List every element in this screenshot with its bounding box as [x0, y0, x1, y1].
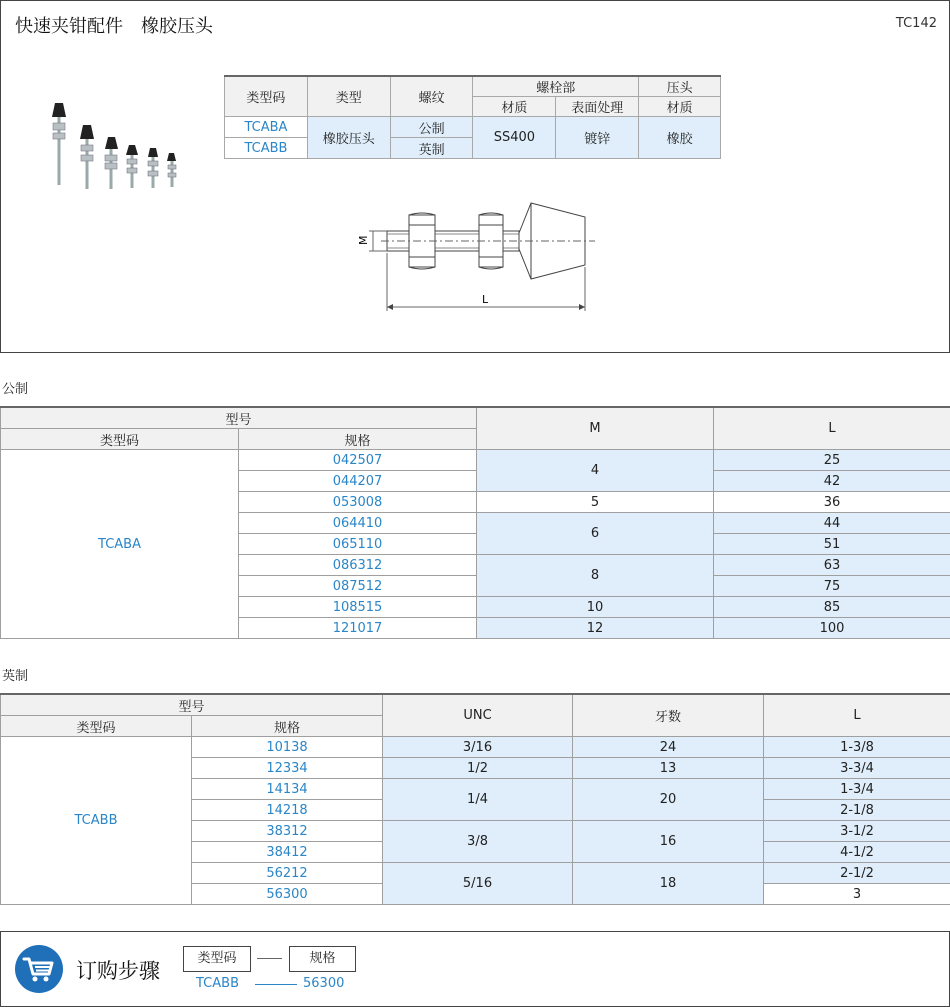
- l-cell: 51: [714, 534, 950, 555]
- col-type-code: 类型码: [225, 76, 308, 117]
- l-cell: 2-1/2: [764, 863, 950, 884]
- teeth-cell: 18: [573, 863, 764, 905]
- l-cell: 3: [764, 884, 950, 905]
- surface-treatment: 镀锌: [556, 117, 639, 159]
- teeth-cell: 20: [573, 779, 764, 821]
- order-steps-panel: [0, 931, 950, 1007]
- m-cell: 6: [477, 513, 714, 555]
- spec-link[interactable]: 065110: [239, 534, 477, 555]
- dimension-drawing: [351, 199, 611, 317]
- order-example-spec: 56300: [303, 976, 345, 991]
- unc-cell: 1/2: [383, 758, 573, 779]
- l-cell: 1-3/8: [764, 737, 950, 758]
- unc-cell: 5/16: [383, 863, 573, 905]
- header-spec: 规格: [239, 429, 477, 450]
- header-l: L: [764, 694, 950, 737]
- type-code-link[interactable]: TCABB: [225, 138, 308, 159]
- catalog-code: TC142: [895, 16, 937, 31]
- spec-link[interactable]: 042507: [239, 450, 477, 471]
- col-type: 类型: [307, 76, 390, 117]
- table-row: [1, 737, 950, 758]
- header-teeth: 牙数: [573, 694, 764, 737]
- header-model: 型号: [1, 694, 383, 716]
- spec-link[interactable]: 108515: [239, 597, 477, 618]
- header-type-code: 类型码: [1, 716, 192, 737]
- l-cell: 3-3/4: [764, 758, 950, 779]
- teeth-cell: 16: [573, 821, 764, 863]
- m-cell: 12: [477, 618, 714, 639]
- l-cell: 44: [714, 513, 950, 534]
- thread-value: 公制: [390, 117, 473, 138]
- spec-link[interactable]: 56212: [192, 863, 383, 884]
- m-cell: 5: [477, 492, 714, 513]
- sub-material: 材质: [473, 97, 556, 117]
- l-cell: 42: [714, 471, 950, 492]
- metric-section-label: 公制: [2, 382, 29, 397]
- spec-link[interactable]: 10138: [192, 737, 383, 758]
- spec-link[interactable]: 044207: [239, 471, 477, 492]
- bolt-material: SS400: [473, 117, 556, 159]
- order-box-type-code: 类型码: [183, 946, 251, 972]
- type-code-cell: TCABB: [1, 737, 192, 905]
- l-cell: 100: [714, 618, 950, 639]
- sub-head-material: 材质: [639, 97, 721, 117]
- header-m: M: [477, 407, 714, 450]
- type-value: 橡胶压头: [307, 117, 390, 159]
- order-box-spec: 规格: [289, 946, 356, 972]
- header-unc: UNC: [383, 694, 573, 737]
- teeth-cell: 13: [573, 758, 764, 779]
- thread-value: 英制: [390, 138, 473, 159]
- l-cell: 25: [714, 450, 950, 471]
- l-cell: 63: [714, 555, 950, 576]
- spec-link[interactable]: 38412: [192, 842, 383, 863]
- product-header-panel: [0, 0, 950, 353]
- col-bolt: 螺栓部: [473, 76, 639, 97]
- l-cell: 36: [714, 492, 950, 513]
- shopping-cart-icon: [15, 945, 63, 993]
- l-cell: 2-1/8: [764, 800, 950, 821]
- spec-link[interactable]: 56300: [192, 884, 383, 905]
- type-code-cell: TCABA: [1, 450, 239, 639]
- col-thread: 螺纹: [390, 76, 473, 117]
- imperial-table: [0, 693, 950, 905]
- l-cell: 85: [714, 597, 950, 618]
- unc-cell: 1/4: [383, 779, 573, 821]
- spec-link[interactable]: 14218: [192, 800, 383, 821]
- product-photo: [41, 93, 191, 193]
- spec-link[interactable]: 14134: [192, 779, 383, 800]
- spec-table: [224, 75, 721, 159]
- spec-link[interactable]: 053008: [239, 492, 477, 513]
- dim-label-m: M: [357, 235, 370, 245]
- sub-surface: 表面处理: [556, 97, 639, 117]
- order-connector: [257, 958, 282, 959]
- order-steps-title: 订购步骤: [76, 959, 160, 983]
- metric-table: [0, 406, 950, 639]
- dim-label-l: L: [482, 293, 489, 306]
- unc-cell: 3/8: [383, 821, 573, 863]
- spec-link[interactable]: 38312: [192, 821, 383, 842]
- teeth-cell: 24: [573, 737, 764, 758]
- col-head: 压头: [639, 76, 721, 97]
- header-type-code: 类型码: [1, 429, 239, 450]
- order-example-connector: [255, 984, 297, 985]
- spec-link[interactable]: 121017: [239, 618, 477, 639]
- header-l: L: [714, 407, 950, 450]
- l-cell: 4-1/2: [764, 842, 950, 863]
- header-spec: 规格: [192, 716, 383, 737]
- m-cell: 10: [477, 597, 714, 618]
- l-cell: 75: [714, 576, 950, 597]
- table-row: [1, 450, 950, 471]
- l-cell: 1-3/4: [764, 779, 950, 800]
- header-model: 型号: [1, 407, 477, 429]
- head-material: 橡胶: [639, 117, 721, 159]
- m-cell: 8: [477, 555, 714, 597]
- spec-link[interactable]: 087512: [239, 576, 477, 597]
- page-title: 快速夹钳配件 橡胶压头: [15, 16, 213, 37]
- m-cell: 4: [477, 450, 714, 492]
- spec-link[interactable]: 086312: [239, 555, 477, 576]
- unc-cell: 3/16: [383, 737, 573, 758]
- spec-link[interactable]: 064410: [239, 513, 477, 534]
- spec-link[interactable]: 12334: [192, 758, 383, 779]
- imperial-section-label: 英制: [2, 669, 29, 684]
- type-code-link[interactable]: TCABA: [225, 117, 308, 138]
- l-cell: 3-1/2: [764, 821, 950, 842]
- order-example-code: TCABB: [196, 976, 239, 991]
